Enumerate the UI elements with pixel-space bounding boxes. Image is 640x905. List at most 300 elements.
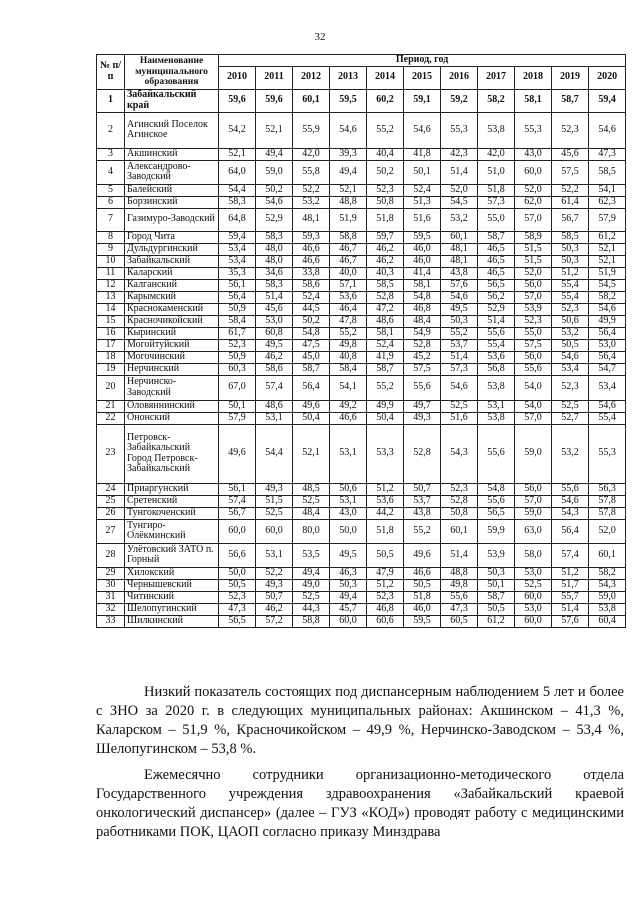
value-cell: 51,4 <box>441 160 478 184</box>
value-cell: 54,4 <box>256 424 293 483</box>
value-cell: 55,6 <box>441 591 478 603</box>
value-cell: 52,1 <box>219 148 256 160</box>
value-cell: 57,8 <box>589 507 626 519</box>
value-cell: 60,1 <box>441 231 478 243</box>
value-cell: 54,3 <box>552 507 589 519</box>
row-number: 29 <box>97 567 125 579</box>
value-cell: 51,0 <box>478 160 515 184</box>
value-cell: 50,9 <box>219 351 256 363</box>
municipality-name: Могочинский <box>125 351 219 363</box>
table-body <box>97 89 626 627</box>
row-number: 14 <box>97 303 125 315</box>
value-cell: 56,1 <box>219 483 256 495</box>
municipality-name: Балейский <box>125 184 219 196</box>
table-row <box>97 89 626 112</box>
value-cell: 53,4 <box>219 243 256 255</box>
value-cell: 49,8 <box>441 579 478 591</box>
value-cell: 61,4 <box>552 196 589 208</box>
header-year: 2020 <box>589 66 626 89</box>
value-cell: 53,4 <box>219 255 256 267</box>
value-cell: 59,3 <box>293 231 330 243</box>
header-year: 2014 <box>367 66 404 89</box>
municipality-name: Петровск-Забайкальский Город Петровск-Забайкальский <box>125 424 219 483</box>
value-cell: 43,0 <box>515 148 552 160</box>
value-cell: 57,3 <box>478 196 515 208</box>
table-row <box>97 400 626 412</box>
table-row <box>97 424 626 483</box>
value-cell: 58,5 <box>367 279 404 291</box>
value-cell: 50,5 <box>367 543 404 567</box>
municipality-name: Ононский <box>125 412 219 424</box>
municipality-name: Город Чита <box>125 231 219 243</box>
value-cell: 48,4 <box>293 507 330 519</box>
municipality-name: Сретенский <box>125 495 219 507</box>
value-cell: 59,0 <box>515 424 552 483</box>
row-number: 31 <box>97 591 125 603</box>
row-number: 32 <box>97 603 125 615</box>
value-cell: 48,0 <box>256 255 293 267</box>
value-cell: 43,0 <box>330 507 367 519</box>
municipality-name: Оловяннинский <box>125 400 219 412</box>
value-cell: 54,6 <box>441 375 478 400</box>
value-cell: 57,4 <box>256 375 293 400</box>
value-cell: 58,1 <box>515 89 552 112</box>
row-number: 26 <box>97 507 125 519</box>
value-cell: 59,7 <box>367 231 404 243</box>
value-cell: 57,9 <box>219 412 256 424</box>
value-cell: 50,5 <box>219 579 256 591</box>
table-row <box>97 184 626 196</box>
value-cell: 53,9 <box>478 543 515 567</box>
value-cell: 58,8 <box>293 615 330 627</box>
value-cell: 80,0 <box>293 519 330 543</box>
value-cell: 53,8 <box>478 412 515 424</box>
value-cell: 58,2 <box>589 291 626 303</box>
value-cell: 50,7 <box>404 483 441 495</box>
value-cell: 57,9 <box>589 208 626 231</box>
table-row <box>97 579 626 591</box>
value-cell: 52,3 <box>367 591 404 603</box>
row-number: 2 <box>97 112 125 148</box>
row-number: 17 <box>97 339 125 351</box>
value-cell: 59,5 <box>330 89 367 112</box>
value-cell: 51,4 <box>552 603 589 615</box>
value-cell: 54,6 <box>404 112 441 148</box>
value-cell: 46,2 <box>256 351 293 363</box>
value-cell: 53,6 <box>478 351 515 363</box>
value-cell: 58,3 <box>256 279 293 291</box>
table-row <box>97 375 626 400</box>
value-cell: 60,1 <box>589 543 626 567</box>
table-row <box>97 327 626 339</box>
value-cell: 56,1 <box>219 279 256 291</box>
value-cell: 52,0 <box>589 519 626 543</box>
value-cell: 59,6 <box>256 89 293 112</box>
value-cell: 53,7 <box>404 495 441 507</box>
value-cell: 56,2 <box>478 291 515 303</box>
value-cell: 51,4 <box>478 315 515 327</box>
value-cell: 52,8 <box>404 424 441 483</box>
value-cell: 55,6 <box>552 483 589 495</box>
header-year: 2015 <box>404 66 441 89</box>
value-cell: 45,7 <box>330 603 367 615</box>
value-cell: 43,8 <box>441 267 478 279</box>
row-number: 3 <box>97 148 125 160</box>
value-cell: 58,3 <box>219 196 256 208</box>
municipality-name: Улётовский ЗАТО п. Горный <box>125 543 219 567</box>
value-cell: 56,7 <box>219 507 256 519</box>
value-cell: 51,2 <box>552 267 589 279</box>
value-cell: 55,7 <box>552 591 589 603</box>
value-cell: 52,1 <box>589 255 626 267</box>
value-cell: 49,6 <box>404 543 441 567</box>
value-cell: 56,4 <box>589 351 626 363</box>
value-cell: 55,3 <box>589 424 626 483</box>
value-cell: 50,3 <box>552 243 589 255</box>
value-cell: 49,3 <box>256 579 293 591</box>
row-number: 4 <box>97 160 125 184</box>
value-cell: 57,3 <box>441 363 478 375</box>
value-cell: 56,4 <box>589 327 626 339</box>
table-row <box>97 615 626 627</box>
value-cell: 56,5 <box>219 615 256 627</box>
value-cell: 52,2 <box>293 184 330 196</box>
table-row <box>97 363 626 375</box>
value-cell: 57,5 <box>515 339 552 351</box>
value-cell: 46,7 <box>330 255 367 267</box>
value-cell: 56,0 <box>515 279 552 291</box>
value-cell: 46,0 <box>404 603 441 615</box>
table-row <box>97 543 626 567</box>
value-cell: 53,1 <box>330 424 367 483</box>
value-cell: 52,1 <box>293 424 330 483</box>
value-cell: 55,2 <box>330 327 367 339</box>
value-cell: 55,2 <box>367 375 404 400</box>
value-cell: 61,7 <box>219 327 256 339</box>
value-cell: 50,0 <box>330 519 367 543</box>
value-cell: 57,4 <box>219 495 256 507</box>
value-cell: 56,8 <box>478 363 515 375</box>
table-row <box>97 291 626 303</box>
value-cell: 61,2 <box>589 231 626 243</box>
value-cell: 48,1 <box>293 208 330 231</box>
value-cell: 54,3 <box>589 579 626 591</box>
value-cell: 58,7 <box>552 89 589 112</box>
value-cell: 60,6 <box>367 615 404 627</box>
value-cell: 51,2 <box>552 567 589 579</box>
value-cell: 59,0 <box>515 507 552 519</box>
value-cell: 58,6 <box>293 279 330 291</box>
value-cell: 55,4 <box>552 279 589 291</box>
value-cell: 52,3 <box>219 339 256 351</box>
value-cell: 48,4 <box>404 315 441 327</box>
value-cell: 53,5 <box>293 543 330 567</box>
municipality-name: Кыринский <box>125 327 219 339</box>
value-cell: 51,8 <box>367 519 404 543</box>
value-cell: 59,4 <box>589 89 626 112</box>
value-cell: 50,6 <box>330 483 367 495</box>
table-row <box>97 591 626 603</box>
value-cell: 44,5 <box>293 303 330 315</box>
value-cell: 60,0 <box>330 615 367 627</box>
municipality-name: Хилокский <box>125 567 219 579</box>
value-cell: 46,8 <box>404 303 441 315</box>
value-cell: 52,9 <box>478 303 515 315</box>
value-cell: 50,1 <box>219 400 256 412</box>
municipality-name: Нерчинско-Заводский <box>125 375 219 400</box>
value-cell: 57,5 <box>404 363 441 375</box>
value-cell: 59,2 <box>441 89 478 112</box>
value-cell: 55,4 <box>589 412 626 424</box>
value-cell: 52,5 <box>552 400 589 412</box>
row-number: 33 <box>97 615 125 627</box>
value-cell: 54,1 <box>330 375 367 400</box>
value-cell: 52,2 <box>552 184 589 196</box>
value-cell: 48,8 <box>441 567 478 579</box>
municipality-name: Борзинский <box>125 196 219 208</box>
value-cell: 54,6 <box>589 400 626 412</box>
value-cell: 56,3 <box>589 483 626 495</box>
value-cell: 50,2 <box>367 160 404 184</box>
value-cell: 53,1 <box>478 400 515 412</box>
value-cell: 60,1 <box>441 519 478 543</box>
municipality-name: Тунгокоченский <box>125 507 219 519</box>
value-cell: 54,6 <box>552 351 589 363</box>
value-cell: 52,8 <box>441 495 478 507</box>
value-cell: 52,5 <box>256 507 293 519</box>
header-name: Наименование муниципального образования <box>125 55 219 90</box>
value-cell: 46,3 <box>330 567 367 579</box>
value-cell: 58,7 <box>367 363 404 375</box>
value-cell: 49,5 <box>330 543 367 567</box>
value-cell: 50,4 <box>293 412 330 424</box>
value-cell: 50,5 <box>478 603 515 615</box>
value-cell: 53,2 <box>293 196 330 208</box>
value-cell: 54,8 <box>293 327 330 339</box>
value-cell: 46,6 <box>330 412 367 424</box>
value-cell: 44,2 <box>367 507 404 519</box>
value-cell: 54,9 <box>404 327 441 339</box>
value-cell: 55,3 <box>441 112 478 148</box>
value-cell: 51,9 <box>330 208 367 231</box>
value-cell: 54,6 <box>552 495 589 507</box>
row-number: 21 <box>97 400 125 412</box>
municipality-name: Газимуро-Заводский <box>125 208 219 231</box>
table-row <box>97 483 626 495</box>
value-cell: 52,3 <box>219 591 256 603</box>
value-cell: 53,1 <box>256 543 293 567</box>
row-number: 25 <box>97 495 125 507</box>
value-cell: 55,0 <box>515 327 552 339</box>
value-cell: 41,4 <box>404 267 441 279</box>
value-cell: 52,3 <box>441 483 478 495</box>
value-cell: 54,4 <box>219 184 256 196</box>
value-cell: 50,5 <box>552 339 589 351</box>
municipality-name: Акшинский <box>125 148 219 160</box>
table-row <box>97 507 626 519</box>
value-cell: 59,5 <box>404 231 441 243</box>
value-cell: 59,0 <box>589 591 626 603</box>
municipality-name: Карымский <box>125 291 219 303</box>
value-cell: 52,1 <box>589 243 626 255</box>
row-number: 1 <box>97 89 125 112</box>
value-cell: 52,3 <box>367 184 404 196</box>
table-row <box>97 243 626 255</box>
value-cell: 58,1 <box>404 279 441 291</box>
value-cell: 50,3 <box>330 579 367 591</box>
value-cell: 52,4 <box>404 184 441 196</box>
value-cell: 57,0 <box>515 412 552 424</box>
value-cell: 51,8 <box>367 208 404 231</box>
value-cell: 52,4 <box>293 291 330 303</box>
value-cell: 42,0 <box>293 148 330 160</box>
value-cell: 48,6 <box>256 400 293 412</box>
value-cell: 54,3 <box>441 424 478 483</box>
value-cell: 53,9 <box>515 303 552 315</box>
value-cell: 57,4 <box>552 543 589 567</box>
value-cell: 51,4 <box>256 291 293 303</box>
value-cell: 57,0 <box>515 291 552 303</box>
value-cell: 53,0 <box>515 567 552 579</box>
row-number: 7 <box>97 208 125 231</box>
value-cell: 48,1 <box>441 255 478 267</box>
municipality-name: Тунгиро-Олёкминский <box>125 519 219 543</box>
municipality-name: Дульдургинский <box>125 243 219 255</box>
row-number: 5 <box>97 184 125 196</box>
municipality-name: Нерчинский <box>125 363 219 375</box>
value-cell: 56,0 <box>515 483 552 495</box>
value-cell: 51,2 <box>367 483 404 495</box>
value-cell: 61,2 <box>478 615 515 627</box>
value-cell: 52,8 <box>367 291 404 303</box>
value-cell: 47,3 <box>589 148 626 160</box>
value-cell: 54,6 <box>330 112 367 148</box>
value-cell: 52,0 <box>515 267 552 279</box>
row-number: 10 <box>97 255 125 267</box>
value-cell: 56,4 <box>293 375 330 400</box>
header-period: Период, год <box>219 55 626 67</box>
value-cell: 47,2 <box>367 303 404 315</box>
value-cell: 52,5 <box>441 400 478 412</box>
municipality-name: Александрово-Заводский <box>125 160 219 184</box>
value-cell: 54,6 <box>589 303 626 315</box>
value-cell: 49,4 <box>330 160 367 184</box>
statistics-table <box>96 54 626 628</box>
value-cell: 60,2 <box>367 89 404 112</box>
table-row <box>97 567 626 579</box>
value-cell: 53,6 <box>367 495 404 507</box>
header-year: 2012 <box>293 66 330 89</box>
row-number: 24 <box>97 483 125 495</box>
value-cell: 50,8 <box>367 196 404 208</box>
value-cell: 57,0 <box>515 208 552 231</box>
value-cell: 53,8 <box>478 375 515 400</box>
header-year: 2013 <box>330 66 367 89</box>
value-cell: 48,0 <box>256 243 293 255</box>
value-cell: 52,3 <box>552 303 589 315</box>
value-cell: 52,0 <box>515 184 552 196</box>
value-cell: 53,1 <box>330 495 367 507</box>
value-cell: 55,6 <box>478 495 515 507</box>
value-cell: 62,0 <box>515 196 552 208</box>
row-number: 28 <box>97 543 125 567</box>
value-cell: 55,2 <box>441 327 478 339</box>
value-cell: 50,1 <box>478 579 515 591</box>
value-cell: 52,5 <box>293 495 330 507</box>
value-cell: 52,4 <box>367 339 404 351</box>
value-cell: 50,6 <box>552 315 589 327</box>
value-cell: 54,0 <box>515 400 552 412</box>
value-cell: 51,7 <box>552 579 589 591</box>
value-cell: 57,0 <box>515 495 552 507</box>
value-cell: 47,8 <box>330 315 367 327</box>
value-cell: 58,2 <box>589 567 626 579</box>
value-cell: 52,0 <box>441 184 478 196</box>
value-cell: 47,5 <box>293 339 330 351</box>
value-cell: 58,0 <box>515 543 552 567</box>
row-number: 15 <box>97 315 125 327</box>
value-cell: 51,3 <box>404 196 441 208</box>
municipality-name: Приаргунский <box>125 483 219 495</box>
value-cell: 49,4 <box>293 567 330 579</box>
value-cell: 58,6 <box>256 363 293 375</box>
value-cell: 49,6 <box>219 424 256 483</box>
header-year: 2017 <box>478 66 515 89</box>
value-cell: 47,9 <box>367 567 404 579</box>
value-cell: 54,2 <box>219 112 256 148</box>
value-cell: 49,8 <box>330 339 367 351</box>
value-cell: 59,5 <box>404 615 441 627</box>
header-year: 2010 <box>219 66 256 89</box>
value-cell: 54,6 <box>441 291 478 303</box>
value-cell: 60,3 <box>219 363 256 375</box>
municipality-name: Агинский Поселок Агинское <box>125 112 219 148</box>
value-cell: 53,2 <box>441 208 478 231</box>
value-cell: 46,2 <box>367 255 404 267</box>
row-number: 23 <box>97 424 125 483</box>
value-cell: 67,0 <box>219 375 256 400</box>
value-cell: 64,8 <box>219 208 256 231</box>
value-cell: 56,0 <box>515 351 552 363</box>
value-cell: 50,3 <box>552 255 589 267</box>
value-cell: 55,6 <box>404 375 441 400</box>
value-cell: 51,5 <box>256 495 293 507</box>
value-cell: 52,8 <box>404 339 441 351</box>
value-cell: 50,7 <box>256 591 293 603</box>
value-cell: 60,0 <box>515 591 552 603</box>
row-number: 13 <box>97 291 125 303</box>
value-cell: 54,6 <box>256 196 293 208</box>
value-cell: 60,8 <box>256 327 293 339</box>
value-cell: 53,0 <box>589 339 626 351</box>
header-year: 2018 <box>515 66 552 89</box>
value-cell: 54,0 <box>515 375 552 400</box>
value-cell: 51,4 <box>441 351 478 363</box>
value-cell: 50,9 <box>219 303 256 315</box>
value-cell: 46,8 <box>367 603 404 615</box>
value-cell: 41,9 <box>367 351 404 363</box>
value-cell: 60,5 <box>441 615 478 627</box>
value-cell: 43,8 <box>404 507 441 519</box>
value-cell: 58,1 <box>367 327 404 339</box>
table-row <box>97 351 626 363</box>
value-cell: 50,8 <box>441 507 478 519</box>
value-cell: 51,8 <box>404 591 441 603</box>
value-cell: 51,5 <box>515 255 552 267</box>
row-number: 12 <box>97 279 125 291</box>
value-cell: 55,6 <box>478 327 515 339</box>
municipality-name: Забайкальский край <box>125 89 219 112</box>
